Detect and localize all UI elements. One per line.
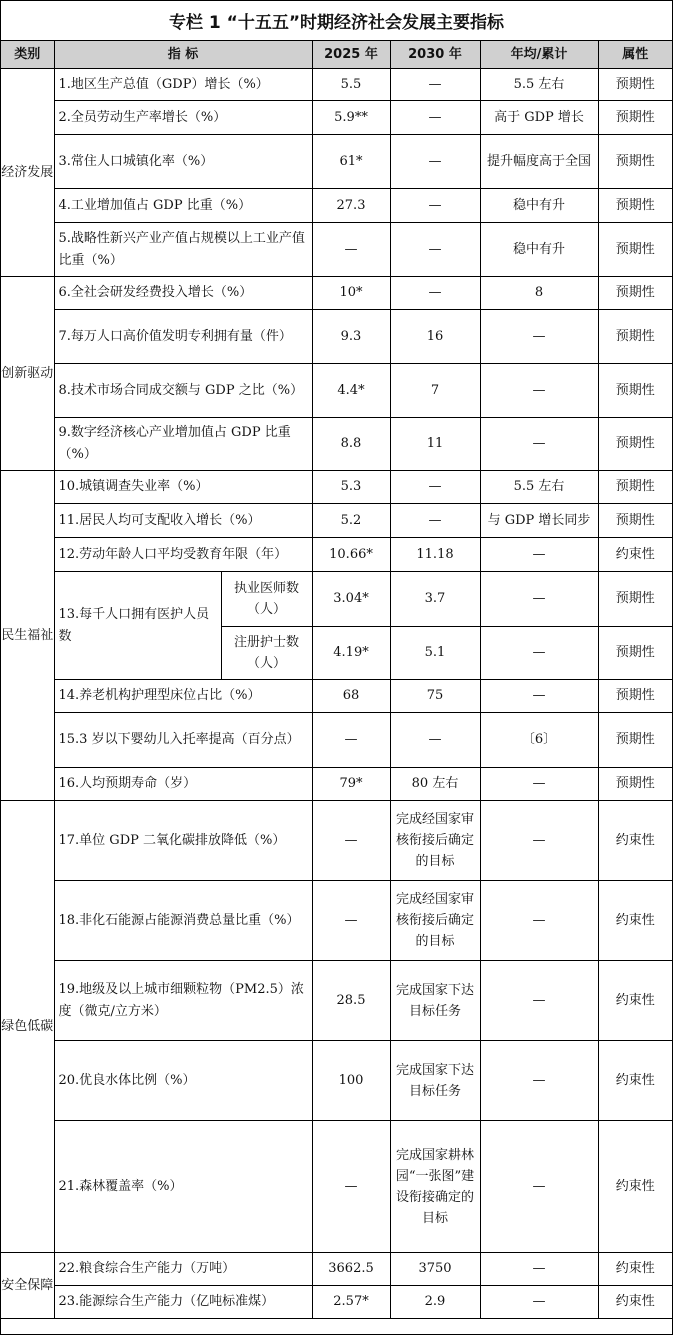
value-attribute: 约束性 — [598, 1041, 672, 1121]
indicator-name: 17.单位 GDP 二氧化碳排放降低（%） — [54, 801, 312, 881]
value-attribute: 预期性 — [598, 627, 672, 680]
value-avg: 8 — [480, 277, 598, 310]
value-2030: 3.7 — [390, 572, 480, 627]
indicator-name: 2.全员劳动生产率增长（%） — [54, 101, 312, 135]
value-attribute: 预期性 — [598, 277, 672, 310]
table-row — [1, 801, 672, 881]
value-2025: 5.9** — [312, 101, 390, 135]
value-2030: 完成国家下达目标任务 — [390, 1041, 480, 1121]
value-avg: — — [480, 768, 598, 801]
value-attribute: 预期性 — [598, 680, 672, 713]
value-avg: — — [480, 680, 598, 713]
value-2030: 11.18 — [390, 538, 480, 572]
value-2030: 完成国家下达目标任务 — [390, 961, 480, 1041]
value-attribute: 约束性 — [598, 881, 672, 961]
indicator-name: 16.人均预期寿命（岁） — [54, 768, 312, 801]
value-avg: — — [480, 538, 598, 572]
header-avg: 年均/累计 — [480, 41, 598, 69]
value-2030: 11 — [390, 418, 480, 471]
value-avg: — — [480, 627, 598, 680]
table-row — [1, 189, 672, 223]
value-2025: 27.3 — [312, 189, 390, 223]
value-2025: — — [312, 1121, 390, 1253]
value-avg: 〔6〕 — [480, 713, 598, 768]
value-2025: — — [312, 713, 390, 768]
value-2030: 75 — [390, 680, 480, 713]
value-2025: 28.5 — [312, 961, 390, 1041]
value-attribute: 约束性 — [598, 1121, 672, 1253]
value-attribute: 预期性 — [598, 69, 672, 101]
value-avg: 提升幅度高于全国 — [480, 135, 598, 189]
value-avg: — — [480, 1121, 598, 1253]
indicator-name: 19.地级及以上城市细颗粒物（PM2.5）浓度（微克/立方米） — [54, 961, 312, 1041]
value-2030: — — [390, 69, 480, 101]
value-attribute: 预期性 — [598, 135, 672, 189]
value-attribute: 约束性 — [598, 801, 672, 881]
category-security: 安全保障 — [1, 1253, 54, 1319]
sub-indicator-name: 执业医师数（人） — [221, 572, 312, 627]
table-row — [1, 881, 672, 961]
value-attribute: 预期性 — [598, 189, 672, 223]
value-attribute: 预期性 — [598, 504, 672, 538]
indicator-name: 8.技术市场合同成交额与 GDP 之比（%） — [54, 364, 312, 418]
value-attribute: 预期性 — [598, 101, 672, 135]
indicator-name: 3.常住人口城镇化率（%） — [54, 135, 312, 189]
value-2025: 100 — [312, 1041, 390, 1121]
value-2025: 5.5 — [312, 69, 390, 101]
value-2025: — — [312, 801, 390, 881]
table-row — [1, 572, 672, 627]
value-2025: 4.19* — [312, 627, 390, 680]
value-2030: — — [390, 471, 480, 504]
table-row — [1, 471, 672, 504]
table-row — [1, 1121, 672, 1253]
header-category: 类别 — [1, 41, 54, 69]
value-avg: — — [480, 881, 598, 961]
value-2030: 完成经国家审核衔接后确定的目标 — [390, 881, 480, 961]
value-2030: 16 — [390, 310, 480, 364]
value-2030: 5.1 — [390, 627, 480, 680]
table-row — [1, 961, 672, 1041]
indicator-name: 10.城镇调查失业率（%） — [54, 471, 312, 504]
table-row — [1, 223, 672, 277]
header-row — [1, 41, 672, 69]
indicator-name: 20.优良水体比例（%） — [54, 1041, 312, 1121]
value-attribute: 约束性 — [598, 961, 672, 1041]
indicator-name: 11.居民人均可支配收入增长（%） — [54, 504, 312, 538]
table-row — [1, 418, 672, 471]
table-row — [1, 504, 672, 538]
value-attribute: 约束性 — [598, 1286, 672, 1319]
value-2030: — — [390, 504, 480, 538]
value-avg: 稳中有升 — [480, 189, 598, 223]
value-avg: 高于 GDP 增长 — [480, 101, 598, 135]
table-row — [1, 768, 672, 801]
value-attribute: 预期性 — [598, 418, 672, 471]
indicator-name: 7.每万人口高价值发明专利拥有量（件） — [54, 310, 312, 364]
value-avg: 与 GDP 增长同步 — [480, 504, 598, 538]
category-green: 绿色低碳 — [1, 801, 54, 1253]
category-livelihood: 民生福祉 — [1, 471, 54, 801]
header-2025: 2025 年 — [312, 41, 390, 69]
indicator-name: 5.战略性新兴产业产值占规模以上工业产值比重（%） — [54, 223, 312, 277]
value-2030: — — [390, 277, 480, 310]
value-attribute: 预期性 — [598, 471, 672, 504]
value-2030: — — [390, 135, 480, 189]
indicators-table — [1, 41, 672, 1319]
value-avg: — — [480, 1286, 598, 1319]
value-2025: 10.66* — [312, 538, 390, 572]
table-row — [1, 101, 672, 135]
category-economy: 经济发展 — [1, 69, 54, 277]
value-2025: 8.8 — [312, 418, 390, 471]
value-avg: 5.5 左右 — [480, 471, 598, 504]
indicator-name: 21.森林覆盖率（%） — [54, 1121, 312, 1253]
table-row — [1, 1041, 672, 1121]
value-2025: 5.2 — [312, 504, 390, 538]
sub-indicator-name: 注册护士数（人） — [221, 627, 312, 680]
table-row — [1, 69, 672, 101]
value-attribute: 预期性 — [598, 310, 672, 364]
value-avg: — — [480, 310, 598, 364]
value-avg: 稳中有升 — [480, 223, 598, 277]
value-2030: 7 — [390, 364, 480, 418]
indicator-name: 14.养老机构护理型床位占比（%） — [54, 680, 312, 713]
table-row — [1, 135, 672, 189]
value-2025: 9.3 — [312, 310, 390, 364]
category-innovation: 创新驱动 — [1, 277, 54, 471]
value-2030: — — [390, 189, 480, 223]
header-indicator: 指 标 — [54, 41, 312, 69]
value-2025: — — [312, 881, 390, 961]
value-avg: — — [480, 801, 598, 881]
value-avg: — — [480, 961, 598, 1041]
value-2025: 61* — [312, 135, 390, 189]
table-row — [1, 538, 672, 572]
table-row — [1, 310, 672, 364]
table-row — [1, 1286, 672, 1319]
indicator-name: 9.数字经济核心产业增加值占 GDP 比重（%） — [54, 418, 312, 471]
value-2030: — — [390, 223, 480, 277]
value-attribute: 预期性 — [598, 572, 672, 627]
value-2030: — — [390, 101, 480, 135]
value-attribute: 约束性 — [598, 538, 672, 572]
value-avg: — — [480, 572, 598, 627]
value-2030: 3750 — [390, 1253, 480, 1286]
value-attribute: 预期性 — [598, 364, 672, 418]
table-title: 专栏 1 “十五五”时期经济社会发展主要指标 — [1, 1, 672, 41]
indicator-name: 15.3 岁以下婴幼儿入托率提高（百分点） — [54, 713, 312, 768]
value-avg: — — [480, 1041, 598, 1121]
value-avg: — — [480, 364, 598, 418]
value-2030: 完成经国家审核衔接后确定的目标 — [390, 801, 480, 881]
table-row — [1, 1253, 672, 1286]
value-2030: — — [390, 713, 480, 768]
value-2030: 完成国家耕林园“一张图”建设衔接确定的目标 — [390, 1121, 480, 1253]
indicator-name: 6.全社会研发经费投入增长（%） — [54, 277, 312, 310]
value-2025: 4.4* — [312, 364, 390, 418]
indicator-name: 1.地区生产总值（GDP）增长（%） — [54, 69, 312, 101]
table-row — [1, 364, 672, 418]
indicator-name: 18.非化石能源占能源消费总量比重（%） — [54, 881, 312, 961]
value-attribute: 预期性 — [598, 768, 672, 801]
value-attribute: 约束性 — [598, 1253, 672, 1286]
value-2025: 79* — [312, 768, 390, 801]
table-row — [1, 680, 672, 713]
value-2025: 68 — [312, 680, 390, 713]
indicator-name: 22.粮食综合生产能力（万吨） — [54, 1253, 312, 1286]
value-attribute: 预期性 — [598, 223, 672, 277]
indicator-name: 12.劳动年龄人口平均受教育年限（年） — [54, 538, 312, 572]
value-2025: 5.3 — [312, 471, 390, 504]
header-2030: 2030 年 — [390, 41, 480, 69]
value-avg: — — [480, 418, 598, 471]
value-2025: 10* — [312, 277, 390, 310]
value-avg: — — [480, 1253, 598, 1286]
table-row — [1, 277, 672, 310]
indicator-name: 13.每千人口拥有医护人员数 — [54, 572, 221, 680]
value-avg: 5.5 左右 — [480, 69, 598, 101]
value-2025: 3.04* — [312, 572, 390, 627]
indicator-name: 23.能源综合生产能力（亿吨标准煤） — [54, 1286, 312, 1319]
value-attribute: 预期性 — [598, 713, 672, 768]
value-2030: 80 左右 — [390, 768, 480, 801]
header-attribute: 属性 — [598, 41, 672, 69]
value-2025: — — [312, 223, 390, 277]
indicator-name: 4.工业增加值占 GDP 比重（%） — [54, 189, 312, 223]
value-2025: 2.57* — [312, 1286, 390, 1319]
table-row — [1, 713, 672, 768]
value-2025: 3662.5 — [312, 1253, 390, 1286]
value-2030: 2.9 — [390, 1286, 480, 1319]
